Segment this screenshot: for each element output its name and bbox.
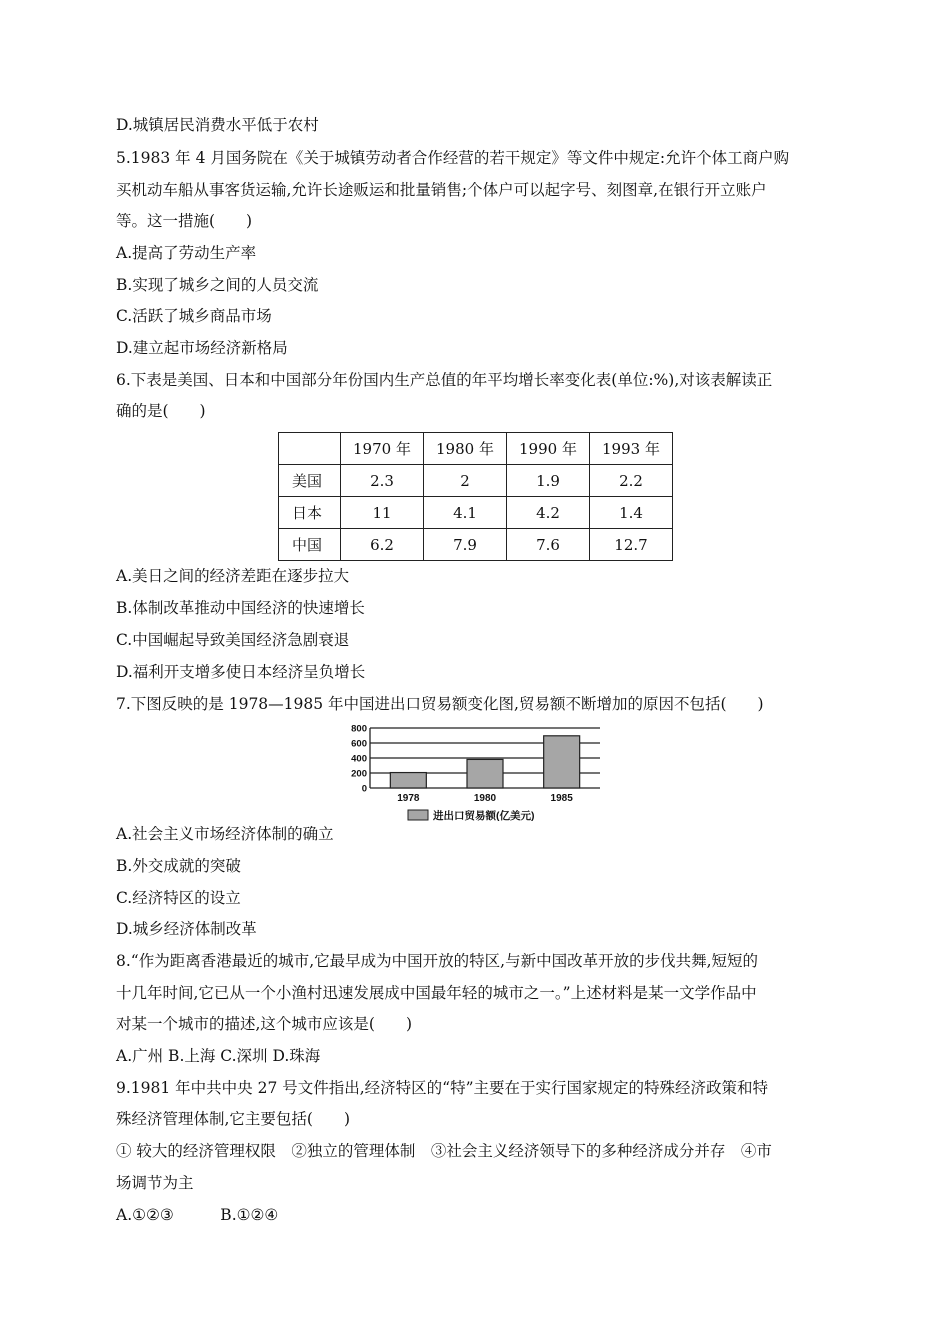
q9-stem-line-2: 殊经济管理体制,它主要包括( ) [116, 1110, 351, 1128]
table-cell: 1.4 [590, 497, 673, 529]
table-header-cell: 1993 年 [590, 433, 673, 465]
table-cell: 11 [341, 497, 424, 529]
table-cell: 7.6 [507, 529, 590, 561]
table-row [279, 497, 673, 529]
q9-stem-line-1: 9.1981 年中共中央 27 号文件指出,经济特区的“特”主要在于实行国家规定的特殊经济政策和特 [116, 1079, 769, 1097]
gdp-growth-table [278, 432, 673, 561]
bar-1985 [544, 736, 580, 788]
q6-stem-line-2: 确的是( ) [116, 402, 206, 420]
q7-option-d: D.城乡经济体制改革 [116, 920, 257, 938]
q5-stem-line-1: 5.1983 年 4 月国务院在《关于城镇劳动者合作经营的若干规定》等文件中规定:允许个体工商户购 [116, 149, 790, 167]
table-header-cell [279, 433, 341, 465]
q5-stem-line-2: 买机动车船从事客货运输,允许长途贩运和批量销售;个体户可以起字号、刻图章,在银行开立账户 [116, 181, 767, 199]
table-header-row [279, 433, 673, 465]
trade-volume-bar-chart [340, 722, 615, 830]
table-row-label: 美国 [279, 465, 341, 497]
q4-option-d: D.城镇居民消费水平低于农村 [116, 116, 319, 134]
y-tick-label: 0 [361, 783, 367, 795]
q5-stem-line-3: 等。这一措施( ) [116, 212, 253, 230]
table-row [279, 529, 673, 561]
x-tick-label: 1978 [397, 793, 420, 804]
q8-stem-line-1: 8.“作为距离香港最近的城市,它最早成为中国开放的特区,与新中国改革开放的步伐共舞,短短的 [116, 952, 758, 970]
q6-option-c: C.中国崛起导致美国经济急剧衰退 [116, 631, 350, 649]
table-cell: 2.2 [590, 465, 673, 497]
y-tick-label: 200 [351, 768, 367, 780]
q7-option-b: B.外交成就的突破 [116, 857, 241, 875]
q5-option-b: B.实现了城乡之间的人员交流 [116, 276, 319, 294]
q7-stem: 7.下图反映的是 1978—1985 年中国进出口贸易额变化图,贸易额不断增加的原因不包括( ) [116, 695, 764, 713]
bar-1980 [467, 759, 503, 788]
q6-option-d: D.福利开支增多使日本经济呈负增长 [116, 663, 366, 681]
q9-statements-line-1: ① 较大的经济管理权限 ②独立的管理体制 ③社会主义经济领导下的多种经济成分并存 ④市 [116, 1142, 772, 1160]
table-cell: 7.9 [424, 529, 507, 561]
q6-option-a: A.美日之间的经济差距在逐步拉大 [116, 567, 350, 585]
table-row-label: 日本 [279, 497, 341, 529]
y-tick-label: 400 [351, 753, 367, 765]
q5-option-a: A.提高了劳动生产率 [116, 244, 257, 262]
table-cell: 4.2 [507, 497, 590, 529]
q8-stem-line-3: 对某一个城市的描述,这个城市应该是( ) [116, 1015, 413, 1033]
table-header-cell: 1990 年 [507, 433, 590, 465]
table-header-cell: 1980 年 [424, 433, 507, 465]
q9-statements-line-2: 场调节为主 [116, 1174, 194, 1192]
table-cell: 1.9 [507, 465, 590, 497]
bar-1978 [390, 773, 426, 788]
table-cell: 2 [424, 465, 507, 497]
y-tick-label: 800 [351, 723, 367, 735]
table-header-cell: 1970 年 [341, 433, 424, 465]
q6-option-b: B.体制改革推动中国经济的快速增长 [116, 599, 365, 617]
q7-option-a: A.社会主义市场经济体制的确立 [116, 825, 334, 843]
x-tick-label: 1980 [473, 793, 497, 804]
q5-option-d: D.建立起市场经济新格局 [116, 339, 288, 357]
table-cell: 2.3 [341, 465, 424, 497]
q6-stem-line-1: 6.下表是美国、日本和中国部分年份国内生产总值的年平均增长率变化表(单位:%),对该表解读正 [116, 371, 773, 389]
legend-label: 进出口贸易额(亿美元) [433, 810, 535, 822]
legend-swatch [408, 810, 428, 820]
table-cell: 4.1 [424, 497, 507, 529]
table-row-label: 中国 [279, 529, 341, 561]
q5-option-c: C.活跃了城乡商品市场 [116, 307, 272, 325]
x-tick-label: 1985 [550, 793, 573, 804]
q8-options: A.广州 B.上海 C.深圳 D.珠海 [116, 1047, 321, 1065]
q8-stem-line-2: 十几年时间,它已从一个小渔村迅速发展成中国最年轻的城市之一。”上述材料是某一文学作品中 [116, 984, 757, 1002]
table-cell: 12.7 [590, 529, 673, 561]
y-tick-label: 600 [351, 738, 367, 750]
table-cell: 6.2 [341, 529, 424, 561]
q9-options: A.①②③ B.①②④ [116, 1206, 279, 1224]
table-row [279, 465, 673, 497]
q7-option-c: C.经济特区的设立 [116, 889, 241, 907]
